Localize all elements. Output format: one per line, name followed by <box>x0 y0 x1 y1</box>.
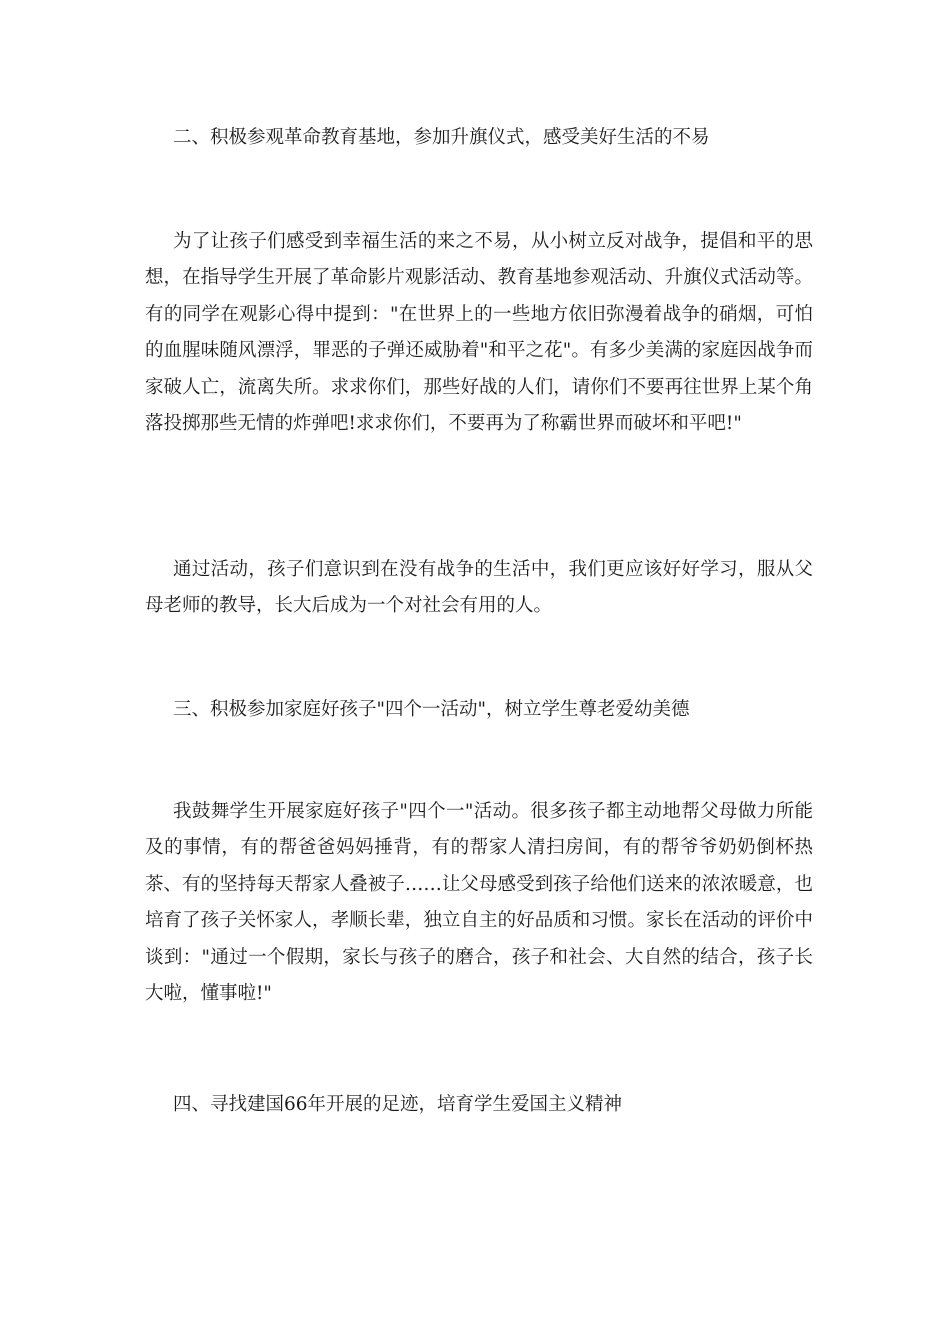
section-heading-3: 三、积极参加家庭好孩子"四个一活动"，树立学生尊老爱幼美德 <box>173 699 690 720</box>
section-3-paragraph-1: 我鼓舞学生开展家庭好孩子"四个一"活动。很多孩子都主动地帮父母做力所能及的事情，有的帮爸爸妈妈捶背，有的帮家人清扫房间，有的帮爷爷奶奶倒杯热茶、有的坚持每天帮家人叠被子……让父母感受到孩子给他们送来的浓浓暖意，也培育了孩子关怀家人，孝顺长辈，独立自主的好品质和习惯。家长在活动的评价中谈到："通过一个假期，家长与孩子的磨合，孩子和社会、大自然的结合，孩子长大啦，懂事啦!" <box>145 801 813 1005</box>
section-heading-2: 二、积极参观革命教育基地，参加升旗仪式，感受美好生活的不易 <box>173 127 710 148</box>
section-2-paragraph-1: 为了让孩子们感受到幸福生活的来之不易，从小树立反对战争，提倡和平的思想，在指导学生开展了革命影片观影活动、教育基地参观活动、升旗仪式活动等。有的同学在观影心得中提到："在世界上的一些地方依旧弥漫着战争的硝烟，可怕的血腥味随风漂浮，罪恶的子弹还威胁着"和平之花"。有多少美满的家庭因战争而家破人亡，流离失所。求求你们，那些好战的人们，请你们不要再往世界上某个角落投掷那些无情的炸弹吧!求求你们，不要再为了称霸世界而破坏和平吧!" <box>145 231 813 435</box>
section-heading-4: 四、寻找建国66年开展的足迹，培育学生爱国主义精神 <box>173 1094 623 1115</box>
section-2-paragraph-2: 通过活动，孩子们意识到在没有战争的生活中，我们更应该好好学习，服从父母老师的教导，长大后成为一个对社会有用的人。 <box>145 559 813 617</box>
